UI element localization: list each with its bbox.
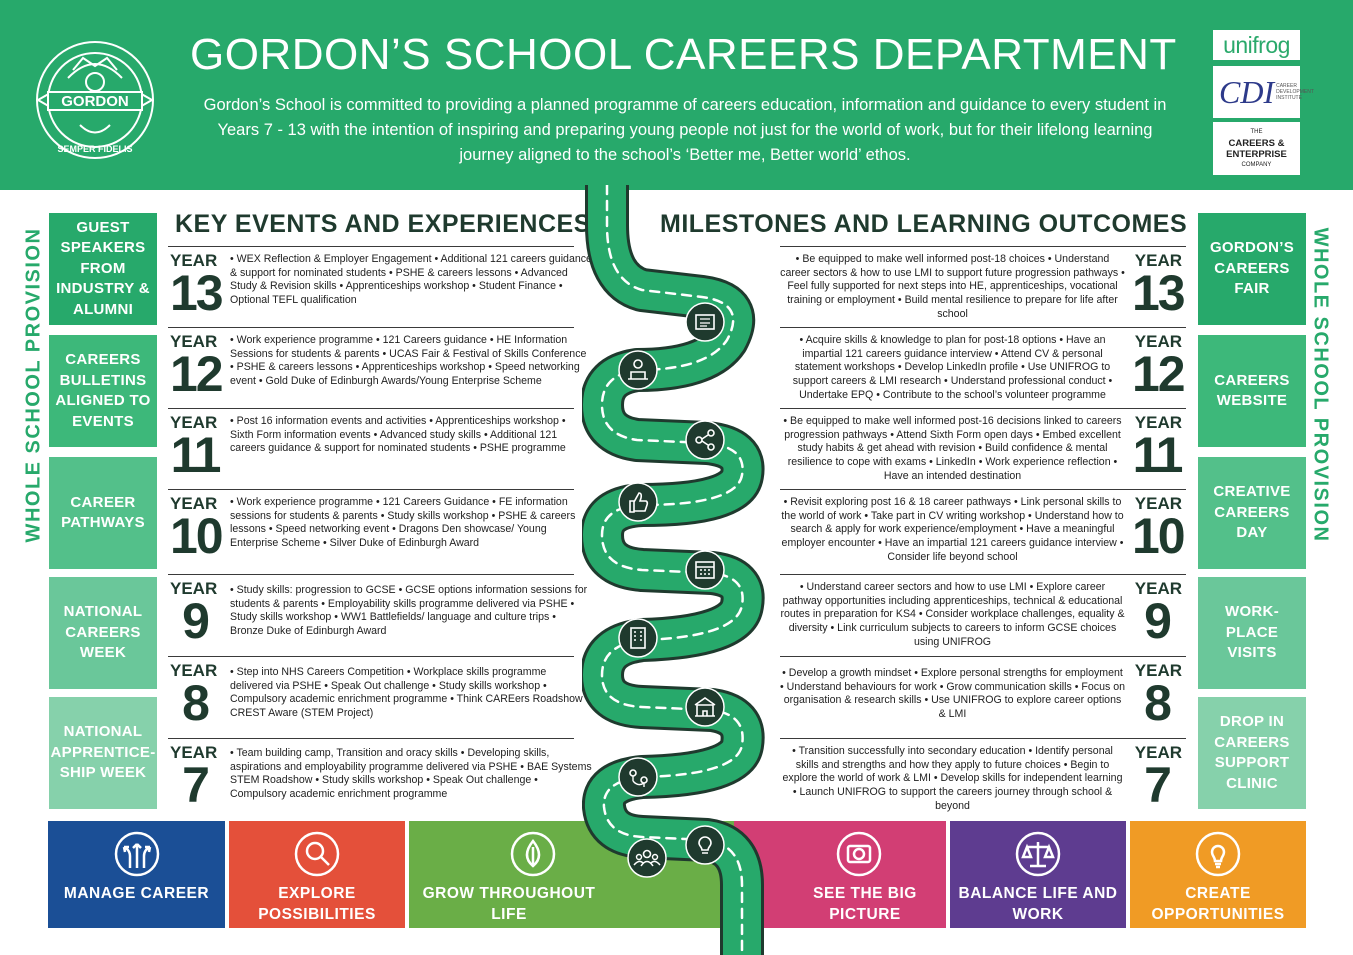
tile-label: GROW THROUGHOUT LIFE [422, 885, 596, 923]
page-title: GORDON’S SCHOOL CAREERS DEPARTMENT [190, 30, 1177, 79]
right-box-label: WORK-PLACE VISITS [1225, 603, 1279, 662]
unifrog-logo-text: unifrog [1223, 31, 1290, 58]
school-crest-logo [28, 30, 163, 165]
year-label: YEAR [170, 332, 218, 351]
milestones-heading: MILESTONES AND LEARNING OUTCOMES [660, 210, 1188, 238]
year-number: 11 [1132, 427, 1182, 483]
right-box-careers-fair [1198, 213, 1306, 325]
milestones-row-year-8 [780, 656, 1186, 737]
year-number: 10 [1132, 508, 1184, 564]
year-label: YEAR [1134, 743, 1182, 762]
left-box-national-careers-week [49, 577, 157, 689]
side-label-left: WHOLE SCHOOL PROVISION [22, 227, 45, 543]
left-box-label: NATIONAL APPRENTICE-SHIP WEEK [50, 723, 156, 782]
cec-logo-main: CAREERS & ENTERPRISE [1226, 137, 1287, 160]
tile-label: BALANCE LIFE AND WORK [958, 885, 1118, 923]
right-box-workplace-visits [1198, 577, 1306, 689]
left-box-national-apprenticeship-week [49, 697, 157, 809]
events-text: • Work experience programme • 121 Careers Guidance • FE information sessions for students & parents • Study skills workshop • PSHE & careers lessons • Speed networking event • Dragons Den showcase/ Young Enterprise Scheme • Silver Duke of Edinburgh Award [230, 496, 576, 550]
tile-label: CREATE OPPORTUNITIES [1151, 885, 1285, 923]
page-subtitle: Gordon’s School is committed to providing a planned programme of careers education, information and guidance to every student in Years 7 - 13 with the intention of inspiring and preparing young people not just for the world of work, but for their lifelong learning journey aligned to the school’s ‘Better me, Better world’ ethos. [203, 96, 1167, 164]
camera-icon [835, 830, 883, 878]
right-box-careers-website [1198, 335, 1306, 447]
year-label: YEAR [1134, 251, 1182, 270]
milestones-text: • Be equipped to make well informed post-16 decisions linked to careers progression pathways • Attend Sixth Form open days • Embed excellent study habits & get ahead with revision • Build confidence & mental resilience to cope with exams • LinkedIn • Work experience reflection • Have an intended destination [783, 415, 1122, 482]
milestones-text: • Transition successfully into secondary education • Identify personal skills and strengths and how they apply to future choices • Begin to explore the world of work & LMI • Develop skills for independent learning • Launch UNIFROG to support the careers journey through school & beyond [782, 745, 1123, 812]
group-icon [628, 839, 666, 877]
left-box-label: GUEST SPEAKERS FROM INDUSTRY & ALUMNI [56, 218, 150, 318]
scales-icon [1014, 830, 1062, 878]
teacher-desk-icon [619, 351, 657, 389]
lightbulb-icon [686, 826, 724, 864]
events-text: • WEX Reflection & Employer Engagement • Additional 121 careers guidance & support for nominated students • PSHE & careers lessons • Advanced Study & Revision skills • Apprenticeships workshop • Student Finance • Optional TEFL qualification [230, 253, 592, 307]
right-box-drop-in-clinic [1198, 697, 1306, 809]
year-number: 11 [170, 427, 220, 483]
tile-create-opportunities [1130, 821, 1306, 928]
left-box-guest-speakers [49, 213, 157, 325]
year-number: 9 [182, 593, 208, 649]
key-events-heading: KEY EVENTS AND EXPERIENCES [175, 210, 591, 238]
tile-manage-career [48, 821, 225, 928]
year-number: 12 [1132, 346, 1184, 402]
unifrog-logo [1213, 30, 1300, 60]
office-building-icon [619, 619, 657, 657]
calendar-icon [686, 551, 724, 589]
side-label-right: WHOLE SCHOOL PROVISION [1309, 227, 1332, 543]
events-row-year-8 [168, 656, 590, 737]
events-row-year-13 [168, 246, 592, 327]
milestones-text: • Understand career sectors and how to use LMI • Explore career pathway opportunities including apprenticeships, technical & educational routes in preparation for KS4 • Consider workplace challenges, equality & diversity • Link curriculum subjects to careers to inform GCSE choices using UNIFROG [780, 581, 1125, 648]
year-label: YEAR [170, 413, 218, 432]
left-box-label: CAREERS BULLETINS ALIGNED TO EVENTS [55, 351, 151, 430]
events-text: • Work experience programme • 121 Careers guidance • HE Information Sessions for students & parents • UCAS Fair & Festival of Skills Conference • PSHE & careers lessons • Apprenticeships workshop • Speed networking event • Gold Duke of Edinburgh Awards/Young Enterprise Scheme [230, 334, 587, 388]
milestones-text: • Develop a growth mindset • Explore personal strengths for employment • Understand behaviours for work • Grow communication skills • Focus on organisation & research skills • Use UNIFROG to explore career options & LMI [780, 667, 1125, 721]
left-box-label: CAREER PATHWAYS [61, 493, 145, 531]
milestones-text: • Acquire skills & knowledge to plan for post-18 options • Have an impartial 121 careers guidance interview • Attend CV & personal statement workshops • Develop LinkedIn profile • Use UNIFROG to support careers & LMI research • Understand professional conduct • Undertake EPQ • Contribute to the school’s volunteer programme [792, 334, 1113, 401]
left-box-career-pathways [49, 457, 157, 569]
events-row-year-12 [168, 327, 587, 408]
tile-label: EXPLORE POSSIBILITIES [258, 885, 376, 923]
events-row-year-11 [168, 408, 574, 489]
right-box-label: DROP IN CAREERS SUPPORT CLINIC [1214, 713, 1290, 792]
document-icon [686, 303, 724, 341]
milestones-row-year-13 [780, 246, 1186, 327]
school-building-icon [686, 688, 724, 726]
milestones-row-year-10 [780, 489, 1186, 570]
events-text: • Post 16 information events and activities • Apprenticeships workshop • Sixth Form information events • Advanced study skills • Additional 121 careers guidance & support for nominated students • PSHE programme [230, 415, 566, 455]
year-label: YEAR [170, 579, 218, 598]
cdi-logo [1213, 66, 1314, 118]
year-label: YEAR [170, 251, 218, 270]
cec-logo-small: THE [1250, 128, 1263, 135]
milestones-row-year-9 [780, 574, 1186, 655]
year-number: 7 [182, 757, 208, 813]
year-label: YEAR [1134, 579, 1182, 598]
lightbulb-icon [1194, 830, 1242, 878]
tile-label: MANAGE CAREER [63, 885, 210, 902]
year-label: YEAR [170, 661, 218, 680]
year-label: YEAR [1134, 332, 1182, 351]
year-number: 10 [170, 508, 222, 564]
share-icon [686, 421, 724, 459]
year-label: YEAR [170, 494, 218, 513]
year-label: YEAR [170, 743, 218, 762]
year-label: YEAR [1134, 413, 1182, 432]
career-road-path [582, 185, 782, 955]
milestones-text: • Be equipped to make well informed post-18 choices • Understand career sectors & how to use LMI to support future progression pathways • Feel fully supported for next steps into HE, apprenticeships, vocational training or employment • Build mental resilience to prepare for life after school [780, 253, 1125, 320]
crest-name: GORDON [61, 93, 129, 110]
cec-logo-sub: COMPANY [1241, 161, 1272, 168]
milestones-text: • Revisit exploring post 16 & 18 career pathways • Link personal skills to the world of work • Take part in CV writing workshop • Understand how to search & apply for work experience/employment • Have a meaningful employer encounter • Have an impartial 121 careers guidance interview • Consider life beyond school [781, 496, 1124, 563]
tile-explore-possibilities [229, 821, 405, 928]
crest-motto: SEMPER FIDELIS [57, 144, 133, 154]
tile-balance-life-and-work [950, 821, 1126, 928]
left-box-label: NATIONAL CAREERS WEEK [63, 603, 143, 662]
milestones-row-year-12 [780, 327, 1186, 408]
map-pins-icon [619, 758, 657, 796]
arrows-icon [113, 830, 161, 878]
year-label: YEAR [1134, 661, 1182, 680]
events-row-year-9 [168, 574, 588, 655]
leaf-icon [509, 830, 557, 878]
events-text: • Team building camp, Transition and oracy skills • Developing skills, aspirations and employability programme delivered via PSHE • BAE Systems STEM Roadshow • Study skills workshop • Speak Out challenge • Compulsory academic enrichment programme [230, 747, 592, 801]
year-number: 7 [1144, 757, 1170, 813]
milestones-row-year-7 [780, 738, 1186, 819]
milestones-row-year-11 [780, 408, 1186, 489]
left-box-careers-bulletins [49, 335, 157, 447]
events-text: • Step into NHS Careers Competition • Workplace skills programme delivered via PSHE • Speak Out challenge • Study skills workshop • Compulsory academic enrichment programme • Think CAREers Roadshow • CREST Aware (STEM Project) [230, 666, 590, 720]
year-number: 8 [182, 675, 208, 731]
cdi-logo-mark: CDI [1219, 73, 1275, 110]
year-number: 8 [1144, 675, 1170, 731]
thumbs-up-icon [619, 483, 657, 521]
year-number: 13 [1132, 265, 1184, 321]
events-row-year-7 [168, 738, 592, 819]
right-box-label: GORDON’S CAREERS FAIR [1209, 239, 1295, 298]
cdi-logo-text: CAREER DEVELOPMENT INSTITUTE [1276, 83, 1314, 101]
year-label: YEAR [1134, 494, 1182, 513]
year-number: 12 [170, 346, 222, 402]
year-number: 13 [170, 265, 222, 321]
year-number: 9 [1144, 593, 1170, 649]
right-box-creative-careers-day [1198, 457, 1306, 569]
tile-label: SEE THE BIG PICTURE [813, 885, 917, 923]
events-row-year-10 [168, 489, 574, 570]
header-banner [0, 0, 1353, 190]
careers-enterprise-logo [1213, 122, 1300, 175]
magnifier-icon [293, 830, 341, 878]
right-box-label: CREATIVE CAREERS DAY [1213, 483, 1291, 542]
right-box-label: CAREERS WEBSITE [1214, 371, 1290, 409]
events-text: • Study skills: progression to GCSE • GCSE options information sessions for students & parents • Employability skills programme delivered via PSHE • Study skills workshop • WW1 Battlefields/ language and culture trips • Bronze Duke of Edinburgh Award [230, 584, 588, 638]
